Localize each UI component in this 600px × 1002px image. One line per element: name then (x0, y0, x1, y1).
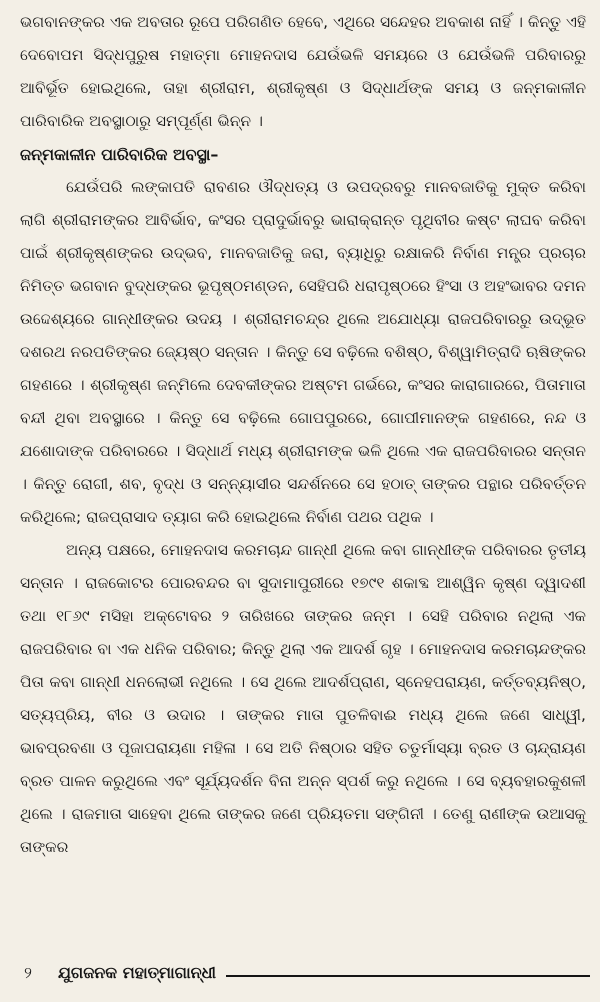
footer-rule (226, 975, 590, 977)
paragraph-gandhi-family: ଅନ୍ୟ ପକ୍ଷରେ, ମୋହନଦାସ କରମଚାନ୍ଦ ଗାନ୍ଧୀ ଥିଲେ କବା ଗାନ୍ଧୀଙ୍କ ପରିବାରର ତୃତୀୟ ସନ୍ତାନ । ରାଜକୋଟର ପୋରବନ୍ଦର ବା ସୁଦାମାପୁରୀରେ ୧୭୯୧ ଶକାବ୍ଦ ଆଶ୍ୱିନ କୃଷ୍ଣ ଦ୍ୱାଦଶୀ ତଥା ୧୮୬୯ ମସିହା ଅକ୍ଟୋବର ୨ ତାରିଖରେ ତାଙ୍କର ଜନ୍ମ । ସେହି ପରିବାର ନଥିଲା ଏକ ରାଜପରିବାର ବା ଏକ ଧନିକ ପରିବାର; କିନ୍ତୁ ଥିଲା ଏକ ଆଦର୍ଶ ଗୃହ । ମୋହନଦାସ କରମଚାନ୍ଦଙ୍କର ପିତା କବା ଗାନ୍ଧୀ ଧନଲୋଭୀ ନଥିଲେ । ସେ ଥିଲେ ଆଦର୍ଶପ୍ରାଣ, ସ୍ନେହପରାୟଣ, କର୍ତ୍ତବ୍ୟନିଷ୍ଠ, ସତ୍ୟପ୍ରିୟ, ବୀର ଓ ଉଦାର । ତାଙ୍କର ମାତା ପୁତଳିବାଈ ମଧ୍ୟ ଥିଲେ ଜଣେ ସାଧ୍ୱୀ, ଭାବପ୍ରବଣା ଓ ପୂଜାପରାୟଣା ମହିଳା । ସେ ଅତି ନିଷ୍ଠାର ସହିତ ଚତୁର୍ମାସ୍ୟା ବ୍ରତ ଓ ଚାନ୍ଦ୍ରାୟଣ ବ୍ରତ ପାଳନ କରୁଥିଲେ ଏବଂ ସୂର୍ଯ୍ୟଦର୍ଶନ ବିନା ଅନ୍ନ ସ୍ପର୍ଶ କରୁ ନଥିଲେ । ସେ ବ୍ୟବହାରକୁଶଳୀ ଥିଲେ । ରାଜମାତା ସାହେବା ଥିଲେ ତାଙ୍କର ଜଣେ ପ୍ରିୟତମା ସଙ୍ଗିନୀ । ତେଣୁ ରାଣୀଙ୍କ ଉଆସକୁ ତାଙ୍କର (20, 541, 586, 856)
page-number: ୨ (24, 963, 32, 982)
running-title: ଯୁଗଜନକ ମହାତ୍ମାଗାନ୍ଧୀ (58, 963, 216, 982)
section-heading: ଜନ୍ମକାଳୀନ ପାରିବାରିକ ଅବସ୍ଥା– (20, 145, 219, 164)
paragraph-avatars: ଯେଉଁପରି ଲଙ୍କାପତି ରାବଣର ଔଦ୍ଧତ୍ୟ ଓ ଉପଦ୍ରବରୁ ମାନବଜାତିକୁ ମୁକ୍ତ କରିବା ଲାଗି ଶ୍ରୀରାମଙ୍କର ଆବିର୍ଭାବ, କଂସର ପ୍ରାଦୁର୍ଭାବରୁ ଭାରାକ୍ରାନ୍ତ ପୃଥିବୀର କଷ୍ଟ ଲାଘବ କରିବା ପାଇଁ ଶ୍ରୀକୃଷ୍ଣଙ୍କର ଉଦ୍ଭବ, ମାନବଜାତିକୁ ଜରା, ବ୍ୟାଧିରୁ ରକ୍ଷାକରି ନିର୍ବାଣ ମନ୍ତ୍ର ପ୍ରଚାର ନିମିତ୍ତ ଭଗବାନ ବୁଦ୍ଧଙ୍କର ଭୂପୃଷ୍ଠମଣ୍ଡନ, ସେହିପରି ଧରାପୃଷ୍ଠରେ ହିଂସା ଓ ଅହଂଭାବର ଦମନ ଉଦ୍ଦେଶ୍ୟରେ ଗାନ୍ଧୀଙ୍କର ଉଦୟ । ଶ୍ରୀରାମଚନ୍ଦ୍ର ଥିଲେ ଅଯୋଧ୍ୟା ରାଜପରିବାରରୁ ଉଦ୍ଭୂତ ଦଶରଥ ନରପତିଙ୍କର ଜ୍ୟେଷ୍ଠ ସନ୍ତାନ । କିନ୍ତୁ ସେ ବଢ଼ିଲେ ବଶିଷ୍ଠ, ବିଶ୍ୱାମିତ୍ରାଦି ଋଷିଙ୍କର ଗହଣରେ । ଶ୍ରୀକୃଷ୍ଣ ଜନ୍ମିଲେ ଦେବକୀଙ୍କର ଅଷ୍ଟମ ଗର୍ଭରେ, କଂସର କାରାଗାରରେ, ପିତାମାତା ବନ୍ଦୀ ଥିବା ଅବସ୍ଥାରେ । କିନ୍ତୁ ସେ ବଢ଼ିଲେ ଗୋପପୁରରେ, ଗୋପୀମାନଙ୍କ ଗହଣରେ, ନନ୍ଦ ଓ ଯଶୋଦାଙ୍କ ପରିବାରରେ । ସିଦ୍ଧାର୍ଥ ମଧ୍ୟ ଶ୍ରୀରାମଙ୍କ ଭଳି ଥିଲେ ଏକ ରାଜପରିବାରର ସନ୍ତାନ । କିନ୍ତୁ ରୋଗୀ, ଶବ, ବୃଦ୍ଧ ଓ ସନ୍ନ୍ୟାସୀର ସନ୍ଦର୍ଶନରେ ସେ ହଠାତ୍ ତାଙ୍କର ପନ୍ଥାର ପରିବର୍ତ୍ତନ କରିଥିଲେ; ରାଜପ୍ରାସାଦ ତ୍ୟାଗ କରି ହୋଇଥିଲେ ନିର୍ବାଣ ପଥର ପଥିକ । (20, 178, 586, 526)
paragraph-intro: ଭଗବାନଙ୍କର ଏକ ଅବତାର ରୂପେ ପରିଗଣିତ ହେବେ, ଏଥିରେ ସନ୍ଦେହର ଅବକାଶ ନାହିଁ । କିନ୍ତୁ ଏହି ଦେବୋପମ ସିଦ୍ଧପୁରୁଷ ମହାତ୍ମା ମୋହନଦାସ ଯେଉଁଭଳି ସମୟରେ ଓ ଯେଉଁଭଳି ପରିବାରରୁ ଆବିର୍ଭୂତ ହୋଇଥିଲେ, ତାହା ଶ୍ରୀରାମ, ଶ୍ରୀକୃଷ୍ଣ ଓ ସିଦ୍ଧାର୍ଥଙ୍କ ସମୟ ଓ ଜନ୍ମକାଳୀନ ପାରିବାରିକ ଅବସ୍ଥାଠାରୁ ସମ୍ପୂର୍ଣ୍ଣ ଭିନ୍ନ । (20, 13, 586, 130)
page-footer (24, 958, 590, 988)
